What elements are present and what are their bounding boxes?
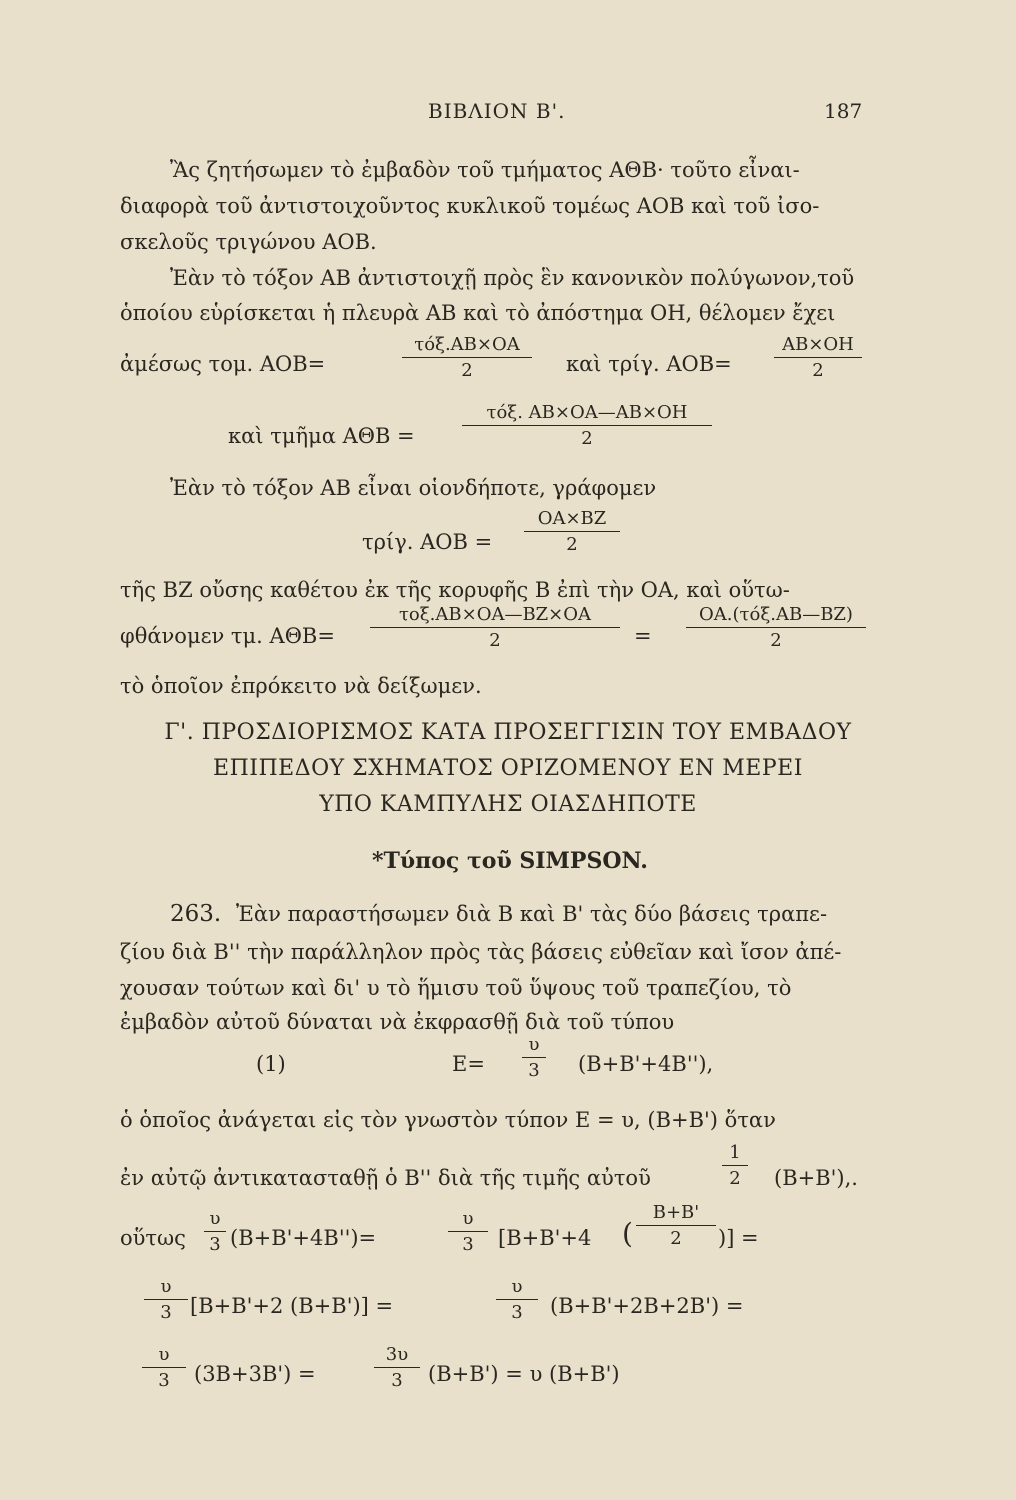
eq1-fraction — [402, 334, 532, 382]
derivation-r1-f3-num: Β+Β' — [652, 1202, 700, 1223]
derivation-r2-f2-num: υ — [511, 1276, 523, 1297]
fraction-bar — [204, 1231, 226, 1232]
para3-eq2b-numerator: ΟΑ.(τόξ.ΑΒ—ΒΖ) — [699, 604, 853, 625]
fraction-bar — [374, 1367, 420, 1368]
para4-line6-numerator: 1 — [729, 1142, 741, 1163]
para3-line3: τὸ ὁποῖον ἐπρόκειτο νὰ δείξωμεν. — [120, 674, 482, 698]
derivation-r1-bracket-close: )] = — [718, 1226, 759, 1250]
formula-numerator: υ — [528, 1034, 540, 1055]
eq2-numerator: τόξ. ΑΒ×ΟΑ—ΑΒ×ΟΗ — [486, 402, 688, 423]
derivation-r1-f2 — [448, 1208, 488, 1256]
fraction-bar — [142, 1367, 186, 1368]
derivation-r1-f3 — [636, 1202, 716, 1250]
para3-eq-left: τρίγ. ΑΟΒ = — [362, 530, 493, 554]
derivation-r1-f1-num: υ — [209, 1208, 221, 1229]
fraction-bar — [496, 1299, 538, 1300]
para3-eq2-left: φθάνομεν τμ. ΑΘΒ= — [120, 624, 335, 648]
para1-line2: διαφορὰ τοῦ ἀντιστοιχοῦντος κυκλικοῦ τομέως ΑΟΒ καὶ τοῦ ἰσο- — [120, 194, 820, 218]
eq2-denominator: 2 — [581, 428, 593, 449]
section-heading-line1: Γ'. ΠΡΟΣΔΙΟΡΙΣΜΟΣ ΚΑΤΑ ΠΡΟΣΕΓΓΙΣΙΝ ΤΟΥ ΕΜΒΑΔΟΥ — [164, 720, 852, 745]
para4-line4: ἐμβαδὸν αὐτοῦ δύναται νὰ ἐκφρασθῇ διὰ τοῦ τύπου — [120, 1010, 675, 1034]
fraction-bar — [144, 1299, 188, 1300]
fraction-bar — [402, 357, 532, 358]
para2-line1: Ἐὰν τὸ τόξον ΑΒ ἀντιστοιχῇ πρὸς ἓν κανονικὸν πολύγωνον,τοῦ — [170, 266, 855, 290]
derivation-r3-f1-den: 3 — [158, 1370, 170, 1391]
derivation-r2-f2-den: 3 — [511, 1302, 523, 1323]
running-title: ΒΙΒΛΙΟΝ Β'. — [428, 99, 566, 123]
fraction-bar — [522, 1057, 546, 1058]
eq1b-fraction — [774, 334, 862, 382]
eq2-left: καὶ τμῆμα ΑΘΒ = — [228, 424, 415, 448]
derivation-r2-f1 — [144, 1276, 188, 1324]
fraction-bar — [636, 1225, 716, 1226]
para3-line2: τῆς ΒΖ οὔσης καθέτου ἐκ τῆς κορυφῆς Β ἐπὶ τὴν ΟΑ, καὶ οὕτω- — [120, 578, 790, 602]
fraction-bar — [462, 425, 712, 426]
para3-denominator: 2 — [566, 534, 578, 555]
eq1-denominator: 2 — [461, 360, 473, 381]
para1-line1: Ἂς ζητήσωμεν τὸ ἐμβαδὸν τοῦ τμήματος ΑΘΒ· τοῦτο εἶναι- — [170, 158, 800, 182]
fraction-bar — [774, 357, 862, 358]
fraction-bar — [686, 627, 866, 628]
derivation-r3-mid: (3Β+3Β') = — [194, 1362, 316, 1386]
section-subtitle: *Τύπος τοῦ SIMPSON. — [372, 848, 648, 874]
para4-line6-left: ἐν αὐτῷ ἀντικατασταθῇ ὁ Β'' διὰ τῆς τιμῆς αὐτοῦ — [120, 1166, 651, 1190]
para4-line5: ὁ ὁποῖος ἀνάγεται εἰς τὸν γνωστὸν τύπον Ε = υ, (Β+Β') ὅταν — [120, 1108, 776, 1132]
para4-line6-right: (Β+Β'),. — [774, 1166, 858, 1190]
derivation-r2-f1-num: υ — [160, 1276, 172, 1297]
derivation-r1-f2-den: 3 — [462, 1234, 474, 1255]
formula-denominator: 3 — [528, 1060, 540, 1081]
formula-right: (Β+Β'+4Β''), — [578, 1052, 714, 1076]
para3-fraction — [524, 508, 620, 556]
eq1b-denominator: 2 — [812, 360, 824, 381]
fraction-bar — [448, 1231, 488, 1232]
derivation-r1-f1 — [204, 1208, 226, 1256]
derivation-r3-f2-den: 3 — [391, 1370, 403, 1391]
derivation-r3-f2-num: 3υ — [385, 1344, 409, 1365]
para3-eq2-equals: = — [634, 624, 652, 648]
para4-line1: Ἐὰν παραστήσωμεν διὰ Β καὶ Β' τὰς δύο βάσεις τραπε- — [236, 902, 828, 926]
para3-eq2-denominator: 2 — [489, 630, 501, 651]
eq1-left: ἀμέσως τομ. ΑΟΒ= — [120, 352, 326, 376]
para3-eq2b-denominator: 2 — [770, 630, 782, 651]
derivation-r2-mid: [Β+Β'+2 (Β+Β')] = — [190, 1294, 394, 1318]
para4-number: 263. — [170, 901, 222, 927]
formula-label: (1) — [256, 1052, 286, 1076]
page-number: 187 — [824, 99, 863, 123]
para2-line2: ὁποίου εὑρίσκεται ἡ πλευρὰ ΑΒ καὶ τὸ ἀπόστημα ΟΗ, θέλομεν ἔχει — [120, 301, 836, 325]
para4-line2: ζίου διὰ Β'' τὴν παράλληλον πρὸς τὰς βάσεις εὐθεῖαν καὶ ἴσον ἀπέ- — [120, 940, 842, 964]
derivation-r3-f1 — [142, 1344, 186, 1392]
eq2-fraction — [462, 402, 712, 450]
formula-fraction — [522, 1034, 546, 1082]
derivation-r1-f3-den: 2 — [670, 1228, 682, 1249]
para3-eq2-fraction — [370, 604, 620, 652]
derivation-r2-right: (Β+Β'+2Β+2Β') = — [550, 1294, 744, 1318]
derivation-r1-mid: (Β+Β'+4Β'')= — [230, 1226, 377, 1250]
derivation-r1-left: οὕτως — [120, 1226, 186, 1250]
derivation-r1-f2-num: υ — [462, 1208, 474, 1229]
eq1-mid: καὶ τρίγ. ΑΟΒ= — [566, 352, 732, 376]
para4-line6-fraction — [722, 1142, 748, 1190]
derivation-r2-f2 — [496, 1276, 538, 1324]
para4-line6-denominator: 2 — [729, 1168, 741, 1189]
derivation-r1-f1-den: 3 — [209, 1234, 221, 1255]
section-heading-line2: ΕΠΙΠΕΔΟΥ ΣΧΗΜΑΤΟΣ ΟΡΙΖΟΜΕΝΟΥ ΕΝ ΜΕΡΕΙ — [213, 756, 803, 781]
formula-left: Ε= — [452, 1052, 485, 1076]
derivation-r3-f2 — [374, 1344, 420, 1392]
para4-line3: χουσαν τούτων καὶ δι' υ τὸ ἥμισυ τοῦ ὕψους τοῦ τραπεζίου, τὸ — [120, 976, 792, 1000]
para3-eq2-numerator: τοξ.ΑΒ×ΟΑ—ΒΖ×ΟΑ — [398, 604, 592, 625]
fraction-bar — [370, 627, 620, 628]
derivation-r1-paren-open: ( — [622, 1217, 633, 1250]
fraction-bar — [524, 531, 620, 532]
derivation-r2-f1-den: 3 — [160, 1302, 172, 1323]
derivation-r3-f1-num: υ — [158, 1344, 170, 1365]
section-heading-line3: ΥΠΟ ΚΑΜΠΥΛΗΣ ΟΙΑΣΔΗΠΟΤΕ — [319, 792, 697, 817]
derivation-r3-right: (Β+Β') = υ (Β+Β') — [428, 1362, 620, 1386]
eq1-numerator: τόξ.ΑΒ×ΟΑ — [414, 334, 520, 355]
fraction-bar — [722, 1165, 748, 1166]
para3-numerator: ΟΑ×ΒΖ — [537, 508, 607, 529]
para1-line3: σκελοῦς τριγώνου ΑΟΒ. — [120, 230, 377, 254]
para3-eq2b-fraction — [686, 604, 866, 652]
derivation-r1-bracket-open: [Β+Β'+4 — [498, 1226, 592, 1250]
eq1b-numerator: ΑΒ×ΟΗ — [782, 334, 854, 355]
para3-line1: Ἐὰν τὸ τόξον ΑΒ εἶναι οἱονδήποτε, γράφομεν — [170, 476, 657, 500]
